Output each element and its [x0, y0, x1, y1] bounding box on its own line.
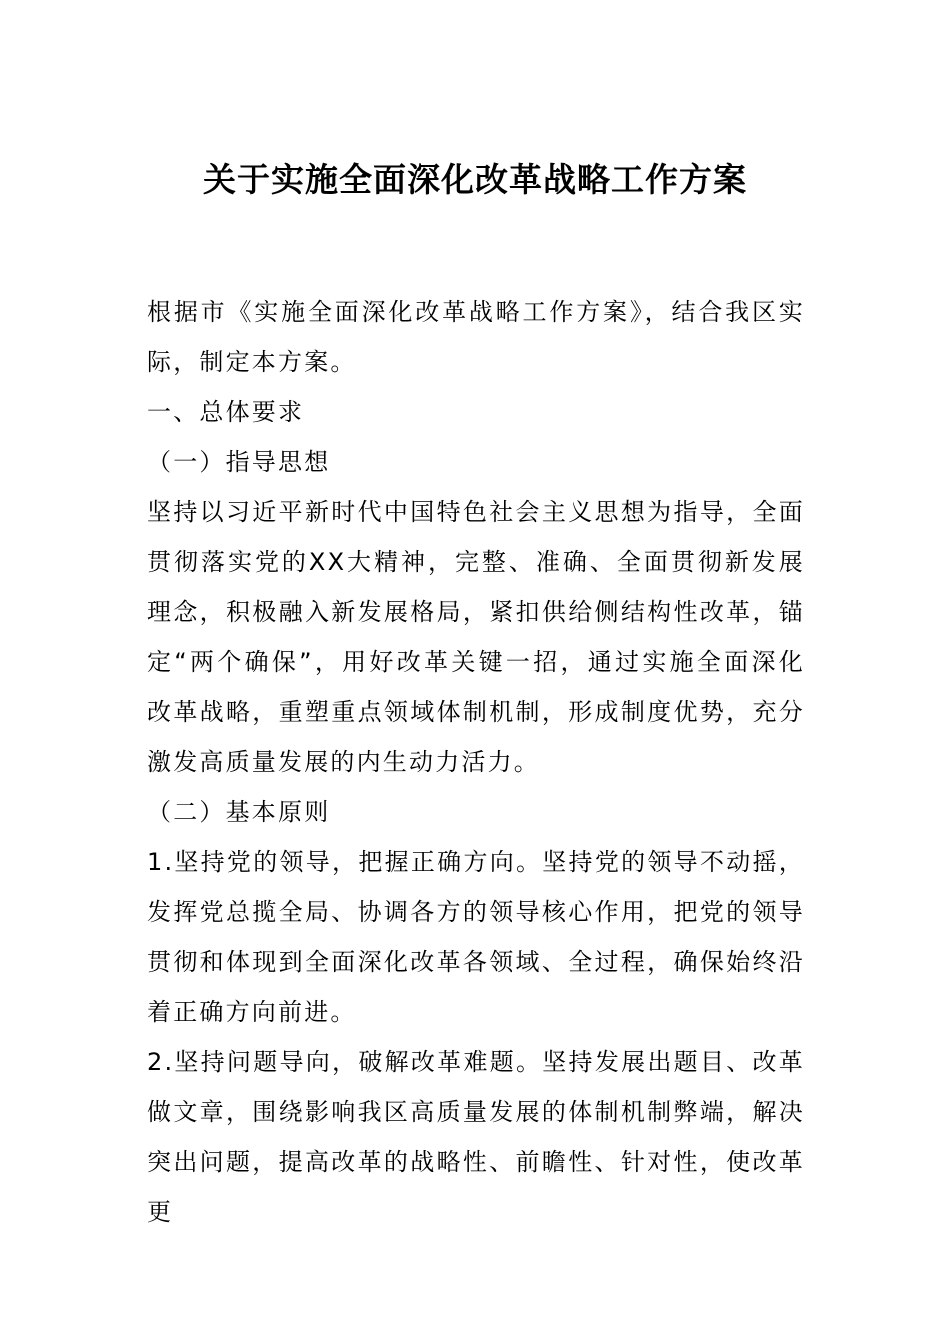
principle-2-paragraph: 2.坚持问题导向，破解改革难题。坚持发展出题目、改革做文章，围绕影响我区高质量发展的体制机制弊端，解决突出问题，提高改革的战略性、前瞻性、针对性，使改革更 — [147, 1048, 805, 1226]
subsection-heading-guiding-ideology: （一）指导思想 — [147, 448, 331, 476]
intro-paragraph: 根据市《实施全面深化改革战略工作方案》，结合我区实际，制定本方案。 — [147, 298, 805, 376]
section-heading-general-requirements: 一、总体要求 — [147, 398, 305, 426]
document-body — [147, 287, 805, 1237]
guiding-ideology-paragraph: 坚持以习近平新时代中国特色社会主义思想为指导，全面贯彻落实党的XX大精神，完整、准确、全面贯彻新发展理念，积极融入新发展格局，紧扣供给侧结构性改革，锚定“两个确保”，用好改革关键一招，通过实施全面深化改革战略，重塑重点领域体制机制，形成制度优势，充分激发高质量发展的内生动力活力。 — [147, 498, 805, 776]
subsection-heading-basic-principles: （二）基本原则 — [147, 798, 331, 826]
document-title: 关于实施全面深化改革战略工作方案 — [203, 160, 747, 199]
principle-1-paragraph: 1.坚持党的领导，把握正确方向。坚持党的领导不动摇，发挥党总揽全局、协调各方的领导核心作用，把党的领导贯彻和体现到全面深化改革各领域、全过程，确保始终沿着正确方向前进。 — [147, 848, 805, 1026]
